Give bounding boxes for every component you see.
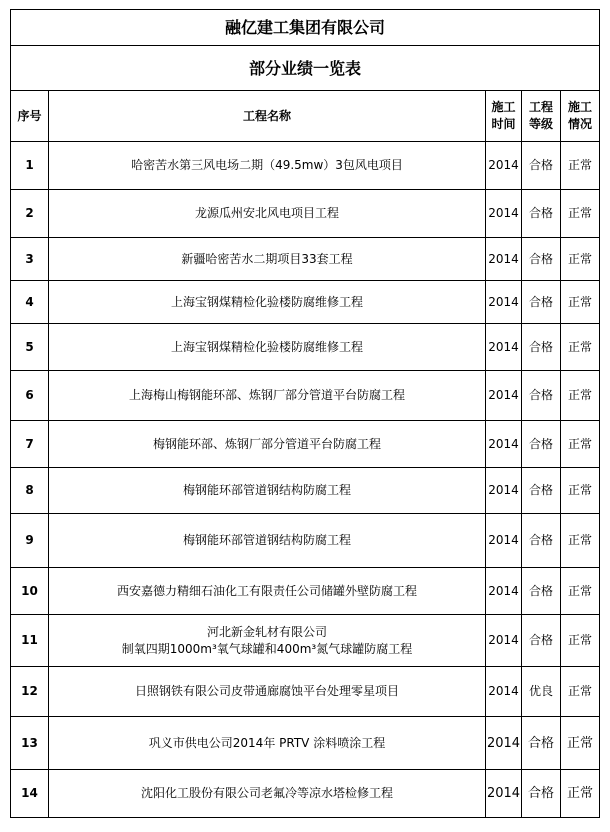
header-status-line2: 情况 <box>567 117 592 131</box>
table-row <box>11 514 600 568</box>
row-grade: 合格 <box>522 371 561 421</box>
row-grade: 合格 <box>522 615 561 667</box>
header-grade-line2: 等级 <box>528 117 553 131</box>
row-project-name-line1: 河北新金轧材有限公司 <box>206 624 327 639</box>
row-grade: 合格 <box>522 421 561 468</box>
row-grade: 优良 <box>522 667 561 717</box>
table-row <box>11 324 600 371</box>
row-project-name: 沈阳化工股份有限公司老氟冷等凉水塔检修工程 <box>49 770 486 818</box>
row-grade: 合格 <box>522 717 561 770</box>
row-year: 2014 <box>486 770 522 818</box>
performance-table <box>10 9 600 818</box>
row-year: 2014 <box>486 142 522 190</box>
row-grade: 合格 <box>522 514 561 568</box>
row-project-name: 西安嘉德力精细石油化工有限责任公司储罐外壁防腐工程 <box>49 568 486 615</box>
header-time-line1: 施工 <box>491 100 516 114</box>
row-year: 2014 <box>486 568 522 615</box>
row-status: 正常 <box>561 371 600 421</box>
table-row <box>11 568 600 615</box>
header-row <box>11 91 600 142</box>
row-index: 9 <box>11 514 49 568</box>
row-project-name: 新疆哈密苦水二期项目33套工程 <box>49 238 486 281</box>
row-project-name: 上海宝钢煤精检化验楼防腐维修工程 <box>49 324 486 371</box>
row-project-name: 巩义市供电公司2014年 PRTV 涂料喷涂工程 <box>49 717 486 770</box>
row-project-name: 梅钢能环部管道钢结构防腐工程 <box>49 514 486 568</box>
row-year: 2014 <box>486 421 522 468</box>
row-year: 2014 <box>486 371 522 421</box>
table-row <box>11 142 600 190</box>
row-index: 6 <box>11 371 49 421</box>
row-index: 4 <box>11 281 49 324</box>
table-row <box>11 190 600 238</box>
row-year: 2014 <box>486 324 522 371</box>
row-project-name: 哈密苦水第三风电场二期（49.5mw）3包风电项目 <box>49 142 486 190</box>
row-status: 正常 <box>561 190 600 238</box>
company-title: 融亿建工集团有限公司 <box>11 10 600 46</box>
row-project-name: 上海宝钢煤精检化验楼防腐维修工程 <box>49 281 486 324</box>
row-year: 2014 <box>486 468 522 514</box>
row-index: 2 <box>11 190 49 238</box>
row-grade: 合格 <box>522 324 561 371</box>
row-index: 11 <box>11 615 49 667</box>
row-project-name: 梅钢能环部管道钢结构防腐工程 <box>49 468 486 514</box>
row-grade: 合格 <box>522 238 561 281</box>
row-index: 1 <box>11 142 49 190</box>
row-status: 正常 <box>561 568 600 615</box>
row-index: 3 <box>11 238 49 281</box>
row-status: 正常 <box>561 615 600 667</box>
table-row <box>11 238 600 281</box>
header-grade <box>522 91 561 142</box>
table-subtitle: 部分业绩一览表 <box>11 46 600 91</box>
table-row <box>11 468 600 514</box>
header-status <box>561 91 600 142</box>
table-row <box>11 667 600 717</box>
row-status: 正常 <box>561 468 600 514</box>
row-index: 10 <box>11 568 49 615</box>
row-year: 2014 <box>486 514 522 568</box>
header-grade-line1: 工程 <box>528 100 553 114</box>
row-year: 2014 <box>486 281 522 324</box>
table-row <box>11 770 600 818</box>
row-project-name: 梅钢能环部、炼钢厂部分管道平台防腐工程 <box>49 421 486 468</box>
row-grade: 合格 <box>522 281 561 324</box>
row-status: 正常 <box>561 770 600 818</box>
row-index: 13 <box>11 717 49 770</box>
row-year: 2014 <box>486 238 522 281</box>
row-status: 正常 <box>561 667 600 717</box>
header-index: 序号 <box>11 91 49 142</box>
row-year: 2014 <box>486 667 522 717</box>
row-status: 正常 <box>561 514 600 568</box>
row-project-name: 上海梅山梅钢能环部、炼钢厂部分管道平台防腐工程 <box>49 371 486 421</box>
row-project-name <box>49 615 486 667</box>
row-year: 2014 <box>486 717 522 770</box>
row-year: 2014 <box>486 615 522 667</box>
row-project-name: 日照钢铁有限公司皮带通廊腐蚀平台处理零星项目 <box>49 667 486 717</box>
row-index: 8 <box>11 468 49 514</box>
row-index: 12 <box>11 667 49 717</box>
row-grade: 合格 <box>522 770 561 818</box>
row-grade: 合格 <box>522 190 561 238</box>
table-row <box>11 615 600 667</box>
row-index: 7 <box>11 421 49 468</box>
row-grade: 合格 <box>522 568 561 615</box>
row-grade: 合格 <box>522 142 561 190</box>
table-row <box>11 371 600 421</box>
header-status-line1: 施工 <box>567 100 592 114</box>
table-row <box>11 421 600 468</box>
row-index: 5 <box>11 324 49 371</box>
table-row <box>11 717 600 770</box>
row-year: 2014 <box>486 190 522 238</box>
row-status: 正常 <box>561 238 600 281</box>
row-index: 14 <box>11 770 49 818</box>
row-project-name: 龙源瓜州安北风电项目工程 <box>49 190 486 238</box>
row-status: 正常 <box>561 421 600 468</box>
row-status: 正常 <box>561 717 600 770</box>
row-status: 正常 <box>561 142 600 190</box>
row-grade: 合格 <box>522 468 561 514</box>
header-name: 工程名称 <box>49 91 486 142</box>
header-time <box>486 91 522 142</box>
table-row <box>11 281 600 324</box>
row-status: 正常 <box>561 324 600 371</box>
row-status: 正常 <box>561 281 600 324</box>
row-project-name-line2: 制氧四期1000m³氧气球罐和400m³氮气球罐防腐工程 <box>121 641 413 656</box>
header-time-line2: 时间 <box>491 117 516 131</box>
